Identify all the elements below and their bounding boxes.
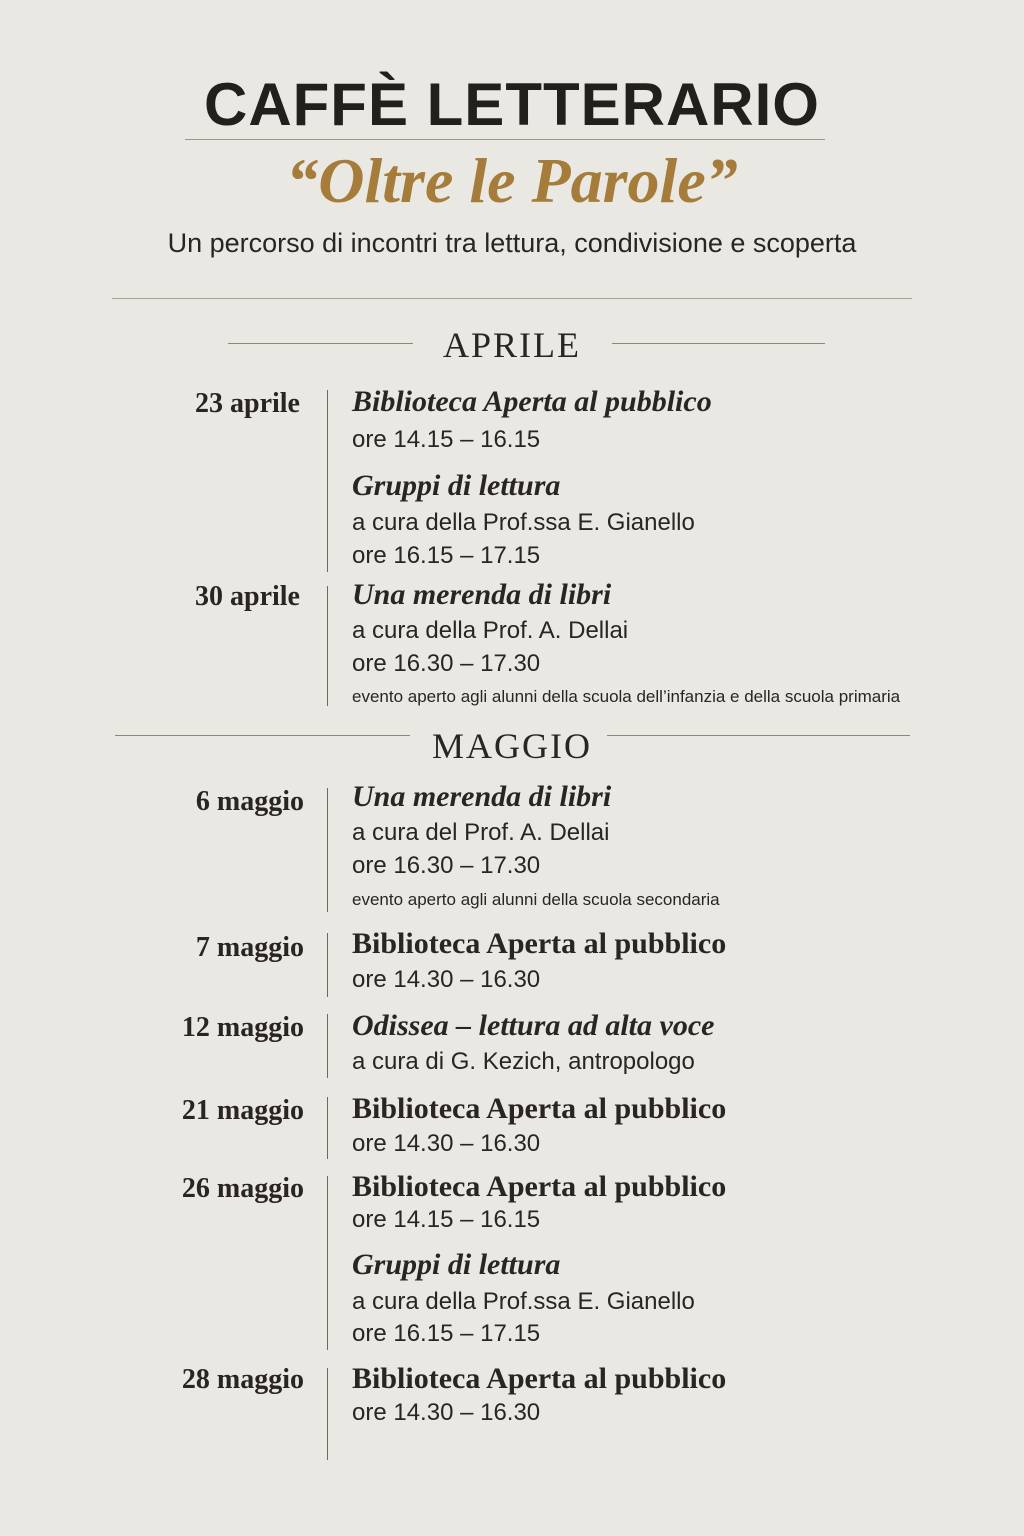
event-time: ore 14.30 – 16.30	[352, 1130, 541, 1157]
event-line	[352, 1130, 540, 1158]
month-rule-right	[607, 735, 910, 736]
event-line	[352, 542, 540, 570]
event-note: evento aperto agli alunni della scuola secondaria	[352, 890, 720, 909]
event-title: Odissea – lettura ad alta voce	[352, 1009, 715, 1042]
entry-date: 7 maggio	[195, 932, 304, 963]
title-divider	[185, 139, 825, 140]
event	[352, 469, 560, 503]
event-time: ore 14.15 – 16.15	[352, 426, 541, 453]
event-title: Biblioteca Aperta al pubblico	[352, 385, 712, 418]
event-line	[352, 819, 609, 847]
entry-date: 21 maggio	[181, 1095, 304, 1126]
event	[352, 1009, 714, 1043]
event-note: evento aperto agli alunni della scuola dell’infanzia e della scuola primaria	[352, 687, 901, 706]
event-curator: a cura di G. Kezich, antropologo	[352, 1048, 695, 1075]
event-time: ore 14.30 – 16.30	[352, 1399, 541, 1426]
entry-date: 12 maggio	[181, 1012, 304, 1043]
event-line	[352, 617, 628, 645]
event-line	[352, 687, 900, 707]
event-line	[352, 509, 695, 537]
event-curator: a cura della Prof. A. Dellai	[352, 617, 629, 644]
month-heading-aprile: APRILE	[443, 325, 581, 365]
entry-date: 26 maggio	[181, 1173, 304, 1204]
timeline-bar	[327, 586, 328, 706]
event	[352, 1092, 726, 1126]
event	[352, 578, 611, 612]
event-line	[352, 1288, 695, 1316]
event-line	[352, 966, 540, 994]
event-time: ore 16.15 – 17.15	[352, 1320, 541, 1347]
event-title: Una merenda di libri	[352, 780, 612, 813]
event-title: Biblioteca Aperta al pubblico	[352, 1092, 727, 1125]
event	[352, 780, 611, 814]
tagline: Un percorso di incontri tra lettura, condivisione e scoperta	[167, 228, 857, 258]
event-time: ore 16.30 – 17.30	[352, 650, 541, 677]
event-line	[352, 852, 540, 880]
event-time: ore 14.15 – 16.15	[352, 1206, 541, 1233]
event-line	[352, 890, 720, 910]
event-title: Biblioteca Aperta al pubblico	[352, 1170, 727, 1203]
header-divider	[112, 298, 912, 299]
event-line	[352, 1399, 540, 1427]
event-title: Una merenda di libri	[352, 578, 612, 611]
event-title: Gruppi di lettura	[352, 469, 561, 502]
event-curator: a cura della Prof.ssa E. Gianello	[352, 1288, 695, 1315]
month-heading-maggio: MAGGIO	[432, 726, 592, 766]
timeline-bar	[327, 933, 328, 997]
timeline-bar	[327, 788, 328, 912]
entry-date: 30 aprile	[195, 581, 300, 612]
entry-date: 23 aprile	[195, 388, 300, 419]
timeline-bar	[327, 1097, 328, 1159]
page-title: CAFFÈ LETTERARIO	[204, 71, 820, 138]
event-line	[352, 650, 540, 678]
event	[352, 1362, 726, 1396]
entry-date: 28 maggio	[181, 1364, 304, 1395]
event	[352, 1170, 726, 1204]
page-subtitle: “Oltre le Parole”	[286, 145, 738, 216]
event	[352, 385, 712, 419]
month-rule-right	[612, 343, 825, 344]
event-time: ore 16.30 – 17.30	[352, 852, 541, 879]
entry-date: 6 maggio	[195, 786, 304, 817]
timeline-bar	[327, 1176, 328, 1350]
event-line	[352, 426, 540, 454]
event-time: ore 14.30 – 16.30	[352, 966, 541, 993]
event-title: Biblioteca Aperta al pubblico	[352, 1362, 727, 1395]
event-curator: a cura del Prof. A. Dellai	[352, 819, 610, 846]
event-line	[352, 1206, 540, 1234]
timeline-bar	[327, 390, 328, 572]
event-title: Gruppi di lettura	[352, 1248, 561, 1281]
event	[352, 1248, 560, 1282]
timeline-bar	[327, 1014, 328, 1078]
event-line	[352, 1048, 695, 1076]
event	[352, 927, 726, 961]
event-title: Biblioteca Aperta al pubblico	[352, 927, 727, 960]
event-line	[352, 1320, 540, 1348]
timeline-bar	[327, 1368, 328, 1460]
event-curator: a cura della Prof.ssa E. Gianello	[352, 509, 695, 536]
event-time: ore 16.15 – 17.15	[352, 542, 541, 569]
